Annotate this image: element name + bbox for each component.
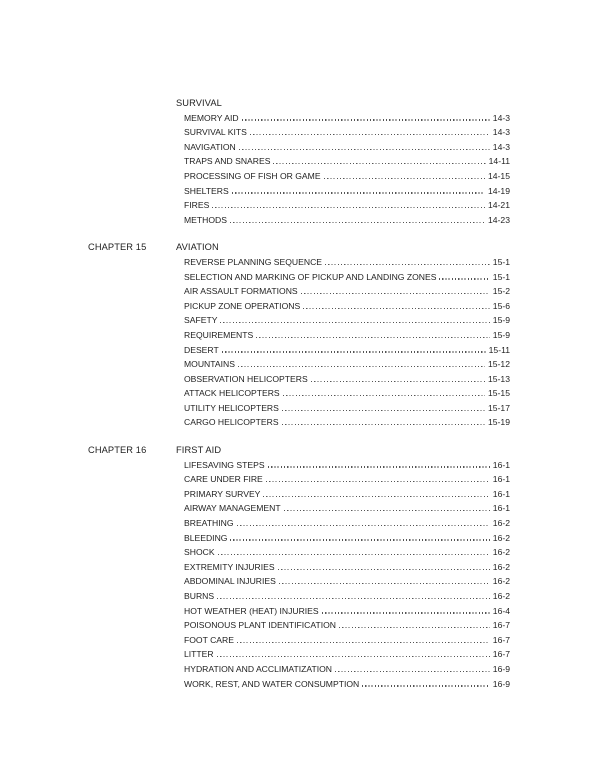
dot-leader <box>222 351 486 352</box>
dot-leader <box>284 510 490 511</box>
entry-page: 16-2 <box>492 532 510 543</box>
dot-leader <box>273 163 485 164</box>
entry-title: EXTREMITY INJURIES <box>184 561 275 572</box>
toc-entry <box>184 618 510 633</box>
dot-leader <box>230 222 485 223</box>
entry-title: LIFESAVING STEPS <box>184 459 265 470</box>
entry-page: 16-1 <box>492 459 510 470</box>
dot-leader <box>217 598 490 599</box>
toc-section <box>88 443 510 691</box>
toc-sections <box>88 96 510 691</box>
entry-title: POISONOUS PLANT IDENTIFICATION <box>184 620 337 631</box>
dot-leader <box>263 496 489 497</box>
entry-title: MEMORY AID <box>184 112 239 123</box>
toc-entry <box>184 604 510 619</box>
toc-entry <box>184 386 510 401</box>
entry-title: HOT WEATHER (HEAT) INJURIES <box>184 605 319 616</box>
toc-entry <box>184 415 510 430</box>
toc-entry <box>184 328 510 343</box>
toc-entry <box>184 270 510 285</box>
toc-entry <box>184 343 510 358</box>
section-title: FIRST AID <box>176 445 222 456</box>
toc-entry <box>184 154 510 169</box>
dot-leader <box>335 671 490 672</box>
entry-page: 15-19 <box>488 417 510 428</box>
toc-entry <box>184 372 510 387</box>
entry-title: DESERT <box>184 344 219 355</box>
entry-page: 16-7 <box>492 649 510 660</box>
toc-entry <box>184 501 510 516</box>
section-heading <box>88 443 510 458</box>
entry-page: 14-19 <box>488 185 510 196</box>
dot-leader <box>212 207 485 208</box>
toc-entry <box>184 169 510 184</box>
toc-entry <box>184 284 510 299</box>
toc-entry <box>184 662 510 677</box>
toc-section <box>88 240 510 430</box>
toc-entry <box>184 357 510 372</box>
toc-entry <box>184 560 510 575</box>
section-heading <box>88 96 510 111</box>
chapter-label: CHAPTER 16 <box>88 445 147 456</box>
toc-entry <box>184 487 510 502</box>
entry-page: 14-23 <box>488 214 510 225</box>
section-heading <box>88 240 510 255</box>
entry-title: LITTER <box>184 649 214 660</box>
dot-leader <box>250 134 490 135</box>
dot-leader <box>232 192 485 193</box>
toc-entry <box>184 677 510 692</box>
entry-title: BURNS <box>184 591 215 601</box>
entry-page: 16-1 <box>492 503 510 514</box>
entry-title: CARE UNDER FIRE <box>184 474 263 485</box>
dot-leader <box>238 366 485 367</box>
entry-page: 15-1 <box>492 256 510 267</box>
toc-entry <box>184 198 510 213</box>
toc-entry <box>184 472 510 487</box>
toc-section <box>88 96 510 227</box>
dot-leader <box>279 583 490 584</box>
entry-title: SAFETY <box>184 315 218 326</box>
chapter-label <box>88 96 176 111</box>
entry-title: NAVIGATION <box>184 141 236 152</box>
toc-entry <box>184 313 510 328</box>
entry-title: FOOT CARE <box>184 634 234 645</box>
toc-entry <box>184 255 510 270</box>
section-title: SURVIVAL <box>176 98 222 108</box>
toc-entry <box>184 589 510 604</box>
toc-entry <box>184 111 510 126</box>
entry-page: 16-2 <box>492 547 510 558</box>
entry-title: PRIMARY SURVEY <box>184 488 261 499</box>
entry-page: 15-2 <box>492 286 510 297</box>
entry-page: 16-2 <box>492 561 510 572</box>
entry-title: AIR ASSAULT FORMATIONS <box>184 286 298 297</box>
dot-leader <box>325 264 490 265</box>
dot-leader <box>239 149 490 150</box>
entry-page: 15-17 <box>488 402 510 413</box>
entry-title: ATTACK HELICOPTERS <box>184 388 280 399</box>
dot-leader <box>256 337 490 338</box>
entry-page: 15-12 <box>488 359 510 370</box>
entry-page: 14-3 <box>492 112 510 123</box>
entry-title: CARGO HELICOPTERS <box>184 417 279 428</box>
dot-leader <box>362 685 490 686</box>
entry-title: BREATHING <box>184 518 234 529</box>
dot-leader <box>218 554 490 555</box>
entry-page: 15-9 <box>492 315 510 326</box>
entry-page: 14-3 <box>492 127 510 138</box>
toc-entry <box>184 401 510 416</box>
entry-title: UTILITY HELICOPTERS <box>184 402 279 413</box>
dot-leader <box>439 278 489 279</box>
entry-title: REVERSE PLANNING SEQUENCE <box>184 256 323 267</box>
entry-page: 16-2 <box>492 591 510 601</box>
toc-entry <box>184 633 510 648</box>
entry-title: SHELTERS <box>184 185 229 196</box>
dot-leader <box>282 424 485 425</box>
entry-page: 14-3 <box>492 141 510 152</box>
toc-entry <box>184 213 510 228</box>
entry-page: 16-1 <box>492 474 510 485</box>
entry-page: 15-13 <box>488 373 510 384</box>
entry-title: PICKUP ZONE OPERATIONS <box>184 300 301 311</box>
entry-page: 16-9 <box>492 678 510 689</box>
dot-leader <box>242 119 490 120</box>
entry-page: 16-1 <box>492 488 510 499</box>
entry-page: 16-4 <box>492 605 510 616</box>
dot-leader <box>322 612 490 613</box>
entry-title: SELECTION AND MARKING OF PICKUP AND LANDING ZONES <box>184 271 437 282</box>
entry-title: REQUIREMENTS <box>184 329 254 340</box>
entry-title: ABDOMINAL INJURIES <box>184 576 276 587</box>
dot-leader <box>217 656 490 657</box>
toc-entry <box>184 299 510 314</box>
toc-entry <box>184 545 510 560</box>
dot-leader <box>324 178 485 179</box>
entry-page: 15-1 <box>492 271 510 282</box>
entry-page: 14-21 <box>488 200 510 211</box>
dot-leader <box>282 410 485 411</box>
entry-page: 15-6 <box>492 300 510 311</box>
entry-page: 16-7 <box>492 634 510 645</box>
entry-page: 15-11 <box>488 344 510 355</box>
toc-entry <box>184 140 510 155</box>
entry-page: 15-9 <box>492 329 510 340</box>
section-title: AVIATION <box>176 242 219 253</box>
entry-title: AIRWAY MANAGEMENT <box>184 503 281 514</box>
entry-title: SHOCK <box>184 547 215 558</box>
entry-title: OBSERVATION HELICOPTERS <box>184 373 308 384</box>
dot-leader <box>339 627 490 628</box>
chapter-label: CHAPTER 15 <box>88 242 147 253</box>
entry-page: 14-15 <box>488 170 510 181</box>
entry-title: WORK, REST, AND WATER CONSUMPTION <box>184 678 360 689</box>
entry-title: METHODS <box>184 214 227 225</box>
dot-leader <box>220 322 489 323</box>
entry-page: 16-9 <box>492 663 510 674</box>
dot-leader <box>230 539 489 540</box>
toc-entry <box>184 531 510 546</box>
entry-page: 16-7 <box>492 620 510 631</box>
entry-title: HYDRATION AND ACCLIMATIZATION <box>184 663 333 674</box>
dot-leader <box>311 381 485 382</box>
dot-leader <box>278 569 490 570</box>
entry-title: FIRES <box>184 200 210 211</box>
dot-leader <box>237 525 490 526</box>
toc-entry <box>184 574 510 589</box>
entry-page: 15-15 <box>488 388 510 399</box>
dot-leader <box>301 293 490 294</box>
entry-title: TRAPS AND SNARES <box>184 156 271 167</box>
dot-leader <box>268 466 490 467</box>
entry-page: 14-11 <box>488 156 510 167</box>
toc-entry <box>184 516 510 531</box>
entry-page: 16-2 <box>492 518 510 529</box>
dot-leader <box>237 642 490 643</box>
dot-leader <box>266 481 490 482</box>
entry-title: SURVIVAL KITS <box>184 127 247 138</box>
dot-leader <box>283 395 485 396</box>
toc-entry <box>184 184 510 199</box>
dot-leader <box>303 308 490 309</box>
toc-entry <box>184 458 510 473</box>
entry-title: BLEEDING <box>184 532 228 543</box>
entry-title: MOUNTAINS <box>184 359 235 370</box>
toc-entry <box>184 647 510 662</box>
entry-page: 16-2 <box>492 576 510 587</box>
toc-entry <box>184 125 510 140</box>
entry-title: PROCESSING OF FISH OR GAME <box>184 170 321 181</box>
